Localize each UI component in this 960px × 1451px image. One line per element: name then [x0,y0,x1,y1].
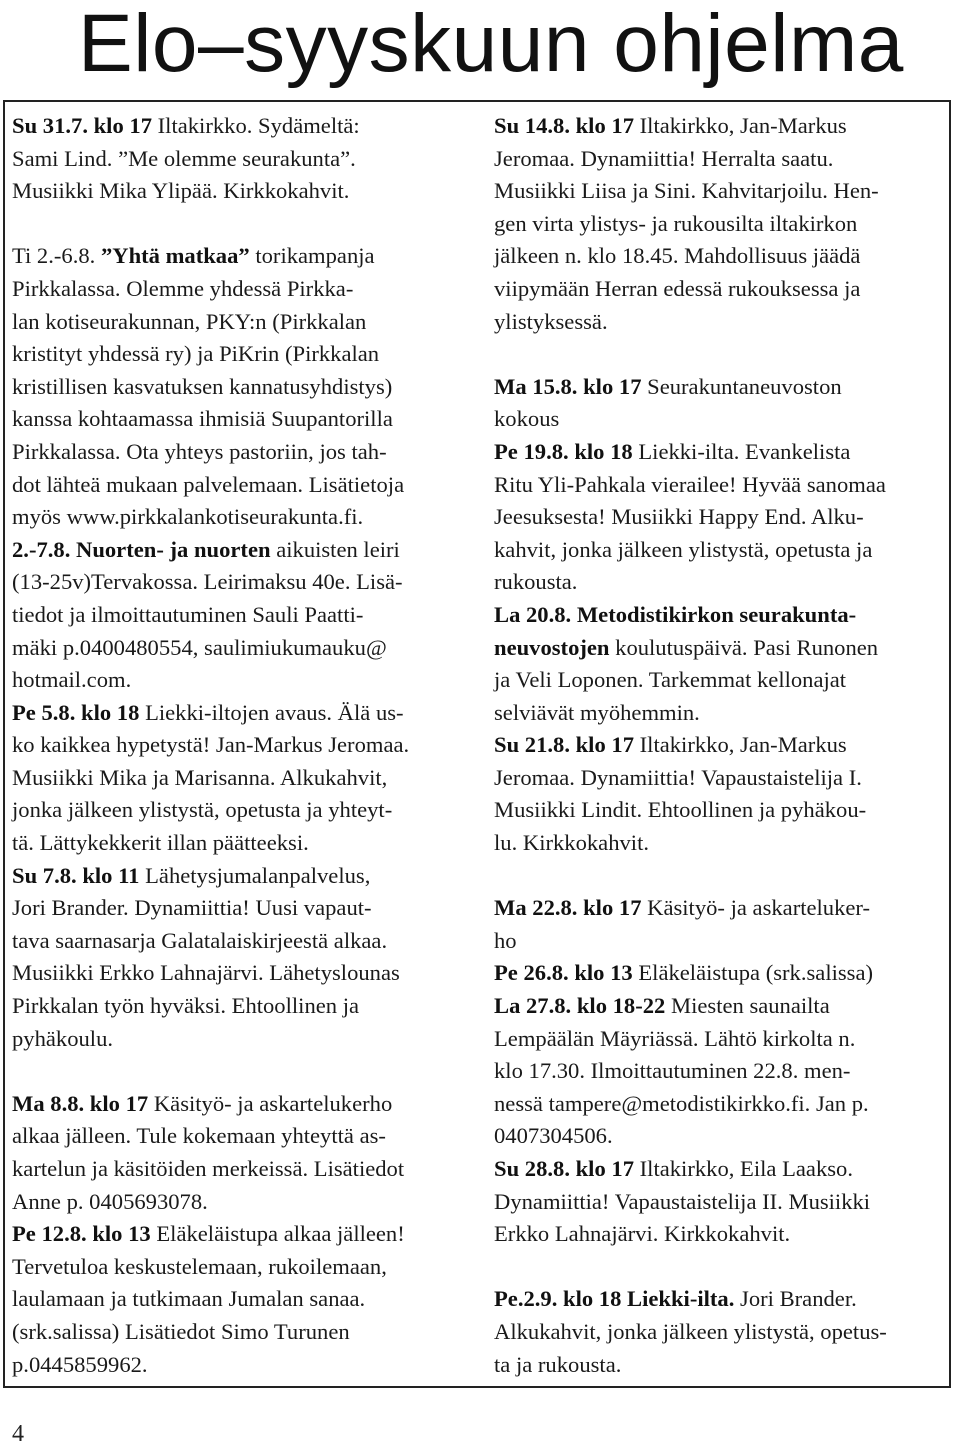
text-line [12,860,474,893]
event-date-bold: Ma 15.8. klo 17 [494,373,648,399]
event-text: ylistyksessä. [494,308,608,334]
event-date-bold: Pe 26.8. klo 13 [494,960,639,986]
text-line [494,925,944,958]
event-date-bold: ”Yhtä matkaa” [100,243,250,269]
event-text: Musiikki Mika ja Marisanna. Alkukahvit, [12,764,388,790]
text-line [494,1088,944,1121]
event-text: Jeromaa. Dynamiittia! Herralta saatu. [494,145,834,171]
event-date-bold: Su 21.8. klo 17 [494,732,640,758]
text-line [12,1251,474,1284]
text-line [12,338,474,371]
event-text: ta ja rukousta. [494,1351,622,1377]
event-text: (13-25v)Tervakossa. Leirimaksu 40e. Lisä- [12,569,403,595]
event-text: koulutuspäivä. Pasi Runonen [615,634,879,660]
text-line [12,892,474,925]
event-text: Pirkkalassa. Olemme yhdessä Pirkka- [12,275,354,301]
text-line [12,762,474,795]
event-text: Anne p. 0405693078. [12,1188,208,1214]
text-line [494,240,944,273]
text-line [12,632,474,665]
event-text: Dynamiittia! Vapaustaistelija II. Musiikki [494,1188,871,1214]
event-text: Musiikki Mika Ylipää. Kirkkokahvit. [12,178,350,204]
event-text: gen virta ylistys- ja rukousilta iltakirkon [494,210,858,236]
event-text: tiedot ja ilmoittautuminen Sauli Paatti- [12,601,364,627]
text-line [12,957,474,990]
event-text: Seurakuntaneuvoston [647,373,842,399]
event-text: Käsityö- ja askartelukerho [153,1090,393,1116]
event-text: p.0445859962. [12,1351,148,1377]
event-text: Jeesuksesta! Musiikki Happy End. Alku- [494,504,864,530]
text-line [12,664,474,697]
text-line [494,306,944,339]
right-column [494,110,944,1381]
page-number: 4 [12,1421,24,1447]
event-text: kokous [494,406,560,432]
event-text: lu. Kirkkokahvit. [494,830,650,856]
text-line [494,1316,944,1349]
text-line [12,566,474,599]
text-line [494,664,944,697]
text-line [12,403,474,436]
event-text: klo 17.30. Ilmoittautuminen 22.8. men- [494,1058,851,1084]
event-text: Musiikki Liisa ja Sini. Kahvitarjoilu. Hen- [494,178,879,204]
paragraph-spacer [12,208,474,241]
text-line [494,1055,944,1088]
event-text: tä. Lättykekkerit illan päätteeksi. [12,830,309,856]
text-line [494,794,944,827]
event-text: viipymään Herran edessä rukouksessa ja [494,275,861,301]
text-line [494,957,944,990]
text-line [12,371,474,404]
event-text: torikampanja [249,243,375,269]
text-line [12,697,474,730]
text-line [12,1186,474,1219]
event-text: Musiikki Erkko Lahnajärvi. Lähetyslounas [12,960,400,986]
text-line [494,143,944,176]
text-line [12,273,474,306]
event-text: Lempäälän Mäyriässä. Lähtö kirkolta n. [494,1025,856,1051]
event-date-bold: La 20.8. Metodistikirkon seurakunta- [494,601,857,627]
text-line [494,990,944,1023]
text-line [12,1283,474,1316]
text-line [12,1120,474,1153]
text-line [12,501,474,534]
text-line [494,1218,944,1251]
text-line [12,1218,474,1251]
event-text: Tervetuloa keskustelemaan, rukoilemaan, [12,1253,387,1279]
paragraph-spacer [494,1251,944,1284]
event-text: aikuisten leiri [270,536,400,562]
event-date-bold: Su 14.8. klo 17 [494,113,640,138]
text-line [12,1088,474,1121]
event-text: alkaa jälleen. Tule kokemaan yhteyttä as- [12,1123,386,1149]
text-line [12,306,474,339]
event-text: Erkko Lahnajärvi. Kirkkokahvit. [494,1221,791,1247]
event-text: Musiikki Lindit. Ehtoollinen ja pyhäkou- [494,797,867,823]
event-text: Lähetysjumalanpalvelus, [145,862,371,888]
event-text: lan kotiseurakunnan, PKY:n (Pirkkalan [12,308,367,334]
event-text: kristityt yhdessä ry) ja PiKrin (Pirkkalan [12,341,380,367]
event-date-bold: neuvostojen [494,634,616,660]
text-line [494,534,944,567]
text-line [12,794,474,827]
text-line [12,599,474,632]
text-line [12,175,474,208]
event-text: Eläkeläistupa alkaa jälleen! [156,1221,405,1247]
event-text: laulamaan ja tutkimaan Jumalan sanaa. [12,1286,366,1312]
text-line [494,110,944,143]
text-line [494,1023,944,1056]
text-line [12,1153,474,1186]
event-text: Liekki-iltojen avaus. Älä us- [145,699,404,725]
text-line [494,599,944,632]
text-line [494,697,944,730]
text-line [12,436,474,469]
text-line [12,1316,474,1349]
event-date-bold: Pe 5.8. klo 18 [12,699,146,725]
event-text: mäki p.0400480554, saulimiukumauku@ [12,634,387,660]
event-text: Jori Brander. Dynamiittia! Uusi vapaut- [12,895,372,921]
event-text: Käsityö- ja askarteluker- [647,895,871,921]
event-date-bold: Su 7.8. klo 11 [12,862,146,888]
text-line [494,1349,944,1382]
event-text: kanssa kohtaamassa ihmisiä Suupantorilla [12,406,393,432]
event-text: myös www.pirkkalankotiseurakunta.fi. [12,504,364,530]
event-text: Iltakirkko. Sydämeltä: [157,113,360,138]
text-line [494,1153,944,1186]
event-text: Miesten saunailta [671,993,830,1019]
event-date-bold: Pe 19.8. klo 18 [494,438,639,464]
event-text: 0407304506. [494,1123,613,1149]
event-text: kristillisen kasvatuksen kannatusyhdistys) [12,373,393,399]
event-date-bold: Pe.2.9. klo 18 Liekki-ilta. [494,1286,741,1312]
event-text: hotmail.com. [12,667,132,693]
event-text: ko kaikkea hypetystä! Jan-Markus Jeromaa. [12,732,410,758]
text-line [12,925,474,958]
text-line [12,469,474,502]
event-text: Sami Lind. ”Me olemme seurakunta”. [12,145,356,171]
text-line [12,990,474,1023]
event-text: dot lähteä mukaan palvelemaan. Lisätietoja [12,471,405,497]
event-date-bold: Su 28.8. klo 17 [494,1156,640,1181]
event-text: jälkeen n. klo 18.45. Mahdollisuus jäädä [494,243,861,269]
text-line [12,1023,474,1056]
event-text: Iltakirkko, Jan-Markus [639,732,847,758]
event-text: Liekki-ilta. Evankelista [638,438,851,464]
text-line [12,110,474,143]
event-text: jonka jälkeen ylistystä, opetusta ja yhteyt- [12,797,393,823]
text-line [494,436,944,469]
text-line [494,403,944,436]
text-line [12,827,474,860]
event-text: Iltakirkko, Eila Laakso. [639,1156,853,1181]
event-text: selviävät myöhemmin. [494,699,700,725]
event-text: kahvit, jonka jälkeen ylistystä, opetusta ja [494,536,873,562]
event-date-bold: 2.-7.8. Nuorten- ja nuorten [12,536,271,562]
left-column [12,110,474,1381]
text-line [494,729,944,762]
text-line [494,827,944,860]
event-text: Jori Brander. [740,1286,857,1312]
text-line [12,534,474,567]
text-line [12,1349,474,1382]
text-line [494,1283,944,1316]
event-text: Ritu Yli-Pahkala vierailee! Hyvää sanomaa [494,471,886,497]
text-line [494,1120,944,1153]
event-text: Alkukahvit, jonka jälkeen ylistystä, opetus- [494,1318,887,1344]
event-text: Iltakirkko, Jan-Markus [639,113,847,138]
text-line [494,762,944,795]
paragraph-spacer [494,860,944,893]
event-text: ho [494,927,517,953]
event-text: (srk.salissa) Lisätiedot Simo Turunen [12,1318,350,1344]
event-text: nessä tampere@metodistikirkko.fi. Jan p. [494,1090,869,1116]
event-text: Pirkkalan työn hyväksi. Ehtoollinen ja [12,993,360,1019]
event-date-bold: Pe 12.8. klo 13 [12,1221,157,1247]
event-date-bold: Su 31.7. klo 17 [12,113,158,138]
event-date-bold: Ma 22.8. klo 17 [494,895,648,921]
text-line [494,1186,944,1219]
event-text: rukousta. [494,569,578,595]
text-line [12,240,474,273]
event-text: tava saarnasarja Galatalaiskirjeestä alkaa. [12,927,388,953]
event-text: kartelun ja käsitöiden merkeissä. Lisätiedot [12,1156,405,1181]
text-line [494,175,944,208]
paragraph-spacer [494,338,944,371]
paragraph-spacer [12,1055,474,1088]
text-line [494,892,944,925]
text-line [494,469,944,502]
event-text: Jeromaa. Dynamiittia! Vapaustaistelija I. [494,764,862,790]
text-line [494,371,944,404]
event-text: pyhäkoulu. [12,1025,114,1051]
text-line [494,208,944,241]
event-date-bold: La 27.8. klo 18-22 [494,993,671,1019]
text-line [494,501,944,534]
event-text: Eläkeläistupa (srk.salissa) [638,960,874,986]
event-text: Ti 2.-6.8. [12,243,101,269]
text-line [494,273,944,306]
event-text: ja Veli Loponen. Tarkemmat kellonajat [494,667,847,693]
event-text: Pirkkalassa. Ota yhteys pastoriin, jos tah- [12,438,387,464]
event-date-bold: Ma 8.8. klo 17 [12,1090,154,1116]
text-line [494,566,944,599]
text-line [494,632,944,665]
text-line [12,729,474,762]
page-title: Elo–syyskuun ohjelma [78,0,904,89]
text-line [12,143,474,176]
